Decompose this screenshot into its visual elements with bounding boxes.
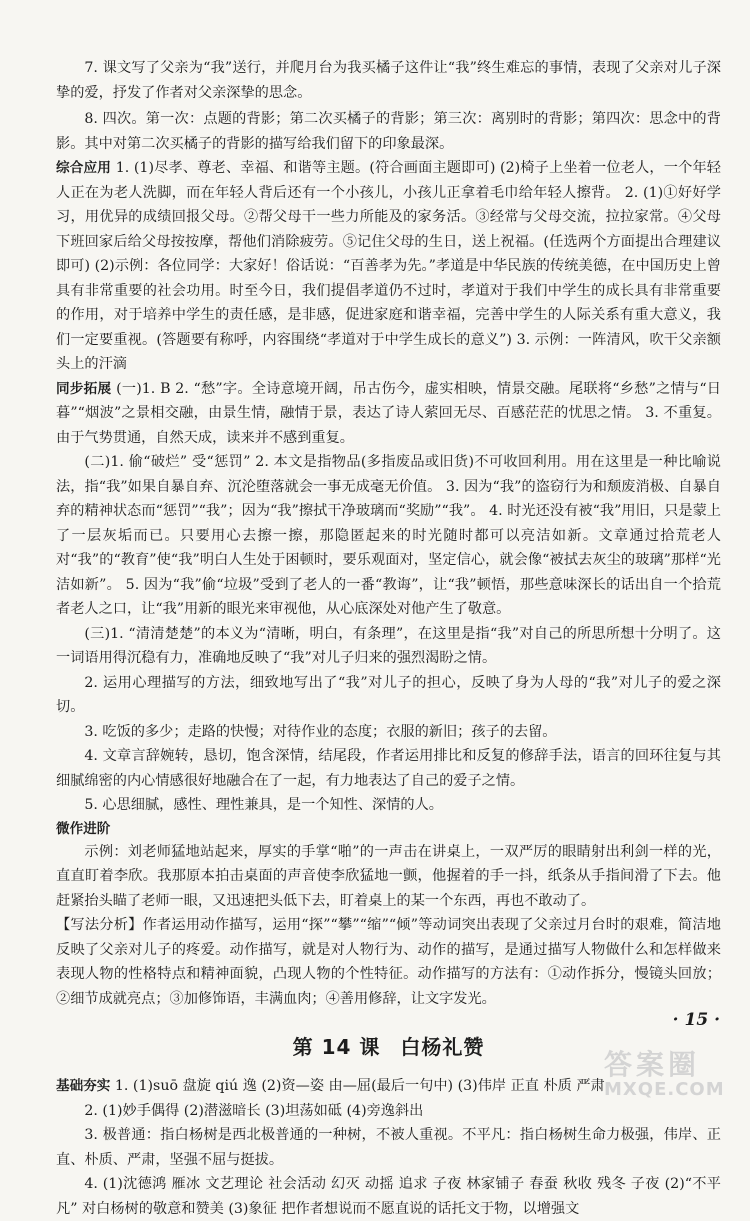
answer-q7: 7. 课文写了父亲为“我”送行，并爬月台为我买橘子这件让“我”终生难忘的事情，表现了父亲对儿子深挚的爱，抒发了作者对父亲深挚的思念。: [56, 60, 721, 101]
answer-part3-5: 5. 心思细腻，感性、理性兼具，是一个知性、深情的人。: [84, 797, 443, 813]
comprehensive-text: 1. (1)尽孝、尊老、幸福、和谐等主题。(符合画面主题即可) (2)椅子上坐着一位老人，一个年轻人正在为老人洗脚，而在年轻人背后还有一个小孩儿，小孩儿正拿着毛巾给年轻人擦背。 2. (1)①好好学习，用优异的成绩回报父母。②帮父母干一些力所能及的家务活。③经常与父母交流，拉拉家常。④父母下班回家后给父母按按摩，帮他们消除疲劳。⑤记住父母的生日，送上祝福。(任选两个方面提出合理建议即可) (2)示例：各位同学：大家好！俗话说：“百善孝为先。”孝道是中华民族的传统美德，在中国历史上曾具有非常重要的社会功用。时至今日，我们提倡孝道仍不过时，孝道对于我们中学生的成长具有非常重要的作用，对于培养中学生的责任感，是非感，促进家庭和谐幸福，完善中学生的人际关系有重大意义，我们一定要重视。(答题要有称呼，内容围绕“孝道对于中学生成长的意义”) 3. 示例：一阵清风，吹干父亲额头上的汗滴: [56, 160, 721, 372]
watermark-line-1: 答案圈: [604, 1048, 701, 1081]
extension-text: (一)1. B 2. “愁”字。全诗意境开阔，吊古伤今，虚实相映，情景交融。尾联将“乡愁”之情与“日暮”“烟波”之景相交融，由景生情，融情于景，表达了诗人萦回无尽、百感茫茫的忧思之情。 3. 不重复。由于气势贯通，自然天成，读来并不感到重复。: [56, 380, 721, 446]
lesson-number: 第 14 课: [292, 1035, 381, 1059]
basics-line-3: 3. 极普通：指白杨树是西北极普通的一种树，不被人重视。不平凡：指白杨树生命力极强，伟岸、正直、朴质、严肃，坚强不屈与挺拔。: [56, 1127, 721, 1168]
answer-q8: 8. 四次。第一次：点题的背影；第二次买橘子的背影；第三次：离别时的背影；第四次：思念中的背影。其中对第二次买橘子的背影的描写给我们留下的印象最深。: [56, 111, 721, 152]
basics-line-1: 1. (1)suō 盘旋 qiú 逸 (2)资—姿 由—屈(最后一句中) (3)伟岸 正直 朴质 严肃: [114, 1078, 605, 1094]
answer-part3-2: 2. 运用心理描写的方法，细致地写出了“我”对儿子的担心，反映了身为人母的“我”对儿子的爱之深切。: [56, 674, 721, 715]
page-number: · 15 ·: [672, 1010, 720, 1030]
answer-part2: (二)1. 偷“破烂” 受“惩罚” 2. 本文是指物品(多指废品或旧货)不可收回利用。用在这里是一种比喻说法，指“我”如果自暴自弃、沉沦堕落就会一事无成毫无价值。 3. 因为“我”的盗窃行为和颓废消极、自暴自弃的精神状态而“惩罚”“我”；因为“我”擦拭干净玻璃而“奖励”“我”。 4. 时光还没有被“我”用旧，只是蒙上了一层灰垢而已。只要用心去擦一擦，那隐匿起来的时光随时都可以亮洁如新。文章通过拾荒老人对“我”的“教育”使“我”明白人生处于困顿时，要乐观面对，坚定信心，就会像“被拭去灰尘的玻璃”那样“光洁如新”。 5. 因为“我”偷“垃圾”受到了老人的一番“教诲”，让“我”顿悟，那些意味深长的话出自一个拾荒者老人之口，让“我”用新的眼光来审视他，从心底深处对他产生了敬意。: [56, 454, 721, 617]
answer-part3-3: 3. 吃饭的多少；走路的快慢；对待作业的态度；衣服的新旧；孩子的去留。: [84, 723, 557, 740]
watermark-logo: [604, 1050, 744, 1106]
watermark-line-2: MXQE.COM: [604, 1079, 725, 1100]
basics-line-2: 2. (1)妙手偶得 (2)潜滋暗长 (3)坦荡如砥 (4)旁逸斜出: [84, 1102, 424, 1119]
writing-analysis: 【写法分析】作者运用动作描写，运用“探”“攀”“缩”“倾”等动词突出表现了父亲过月台时的艰难，简洁地反映了父亲对儿子的疼爱。动作描写，就是对人物行为、动作的描写，是通过描写人物做什么和怎样做来表现人物的性格特点和精神面貌，凸现人物的个性特征。动作描写的方法有：①动作拆分，慢镜头回放；②细节成就亮点；③加修饰语，丰满血肉；④善用修辞，让文字发光。: [56, 917, 721, 1007]
answer-part3-1: (三)1. “清清楚楚”的本义为“清晰，明白，有条理”，在这里是指“我”对自己的所思所想十分明了。这一词语用得沉稳有力，准确地反映了“我”对儿子归来的强烈渴盼之情。: [56, 625, 721, 666]
section-label-weixie: 微作进阶: [56, 820, 111, 837]
extension-section: [56, 377, 721, 451]
writing-example: 示例：刘老师猛地站起来，厚实的手掌“啪”的一声击在讲桌上，一双严厉的眼睛射出利剑一样的光，直直盯着李欣。我那原本拍击桌面的声音使李欣猛地一颤，他握着的手一抖，纸条从手指间滑了下去。他赶紧抬头瞄了老师一眼，又迅速把头低下去，盯着桌上的某一个东西，再也不敢动了。: [56, 843, 721, 909]
comprehensive-section: [56, 156, 721, 377]
section-label-jichu: 基础夯实: [56, 1078, 111, 1094]
answer-part3-4: 4. 文章言辞婉转，恳切，饱含深情，结尾段，作者运用排比和反复的修辞手法，语言的回环往复与其细腻绵密的内心情感很好地融合在了一起，有力地表达了自己的爱子之情。: [56, 748, 721, 789]
section-label-tongbu: 同步拓展: [56, 380, 112, 397]
answer-page: [56, 56, 721, 1221]
lesson-title: 白杨礼赞: [400, 1035, 485, 1059]
section-label-zonghe: 综合应用: [56, 160, 112, 176]
basics-line-4: 4. (1)沈德鸿 雁冰 文艺理论 社会活动 幻灭 动摇 追求 子夜 林家铺子 春蚕 秋收 残冬 子夜 (2)“不平凡” 对白杨树的敬意和赞美 (3)象征 把作者想说而不愿直说的话托文于物，以增强文: [56, 1176, 721, 1217]
